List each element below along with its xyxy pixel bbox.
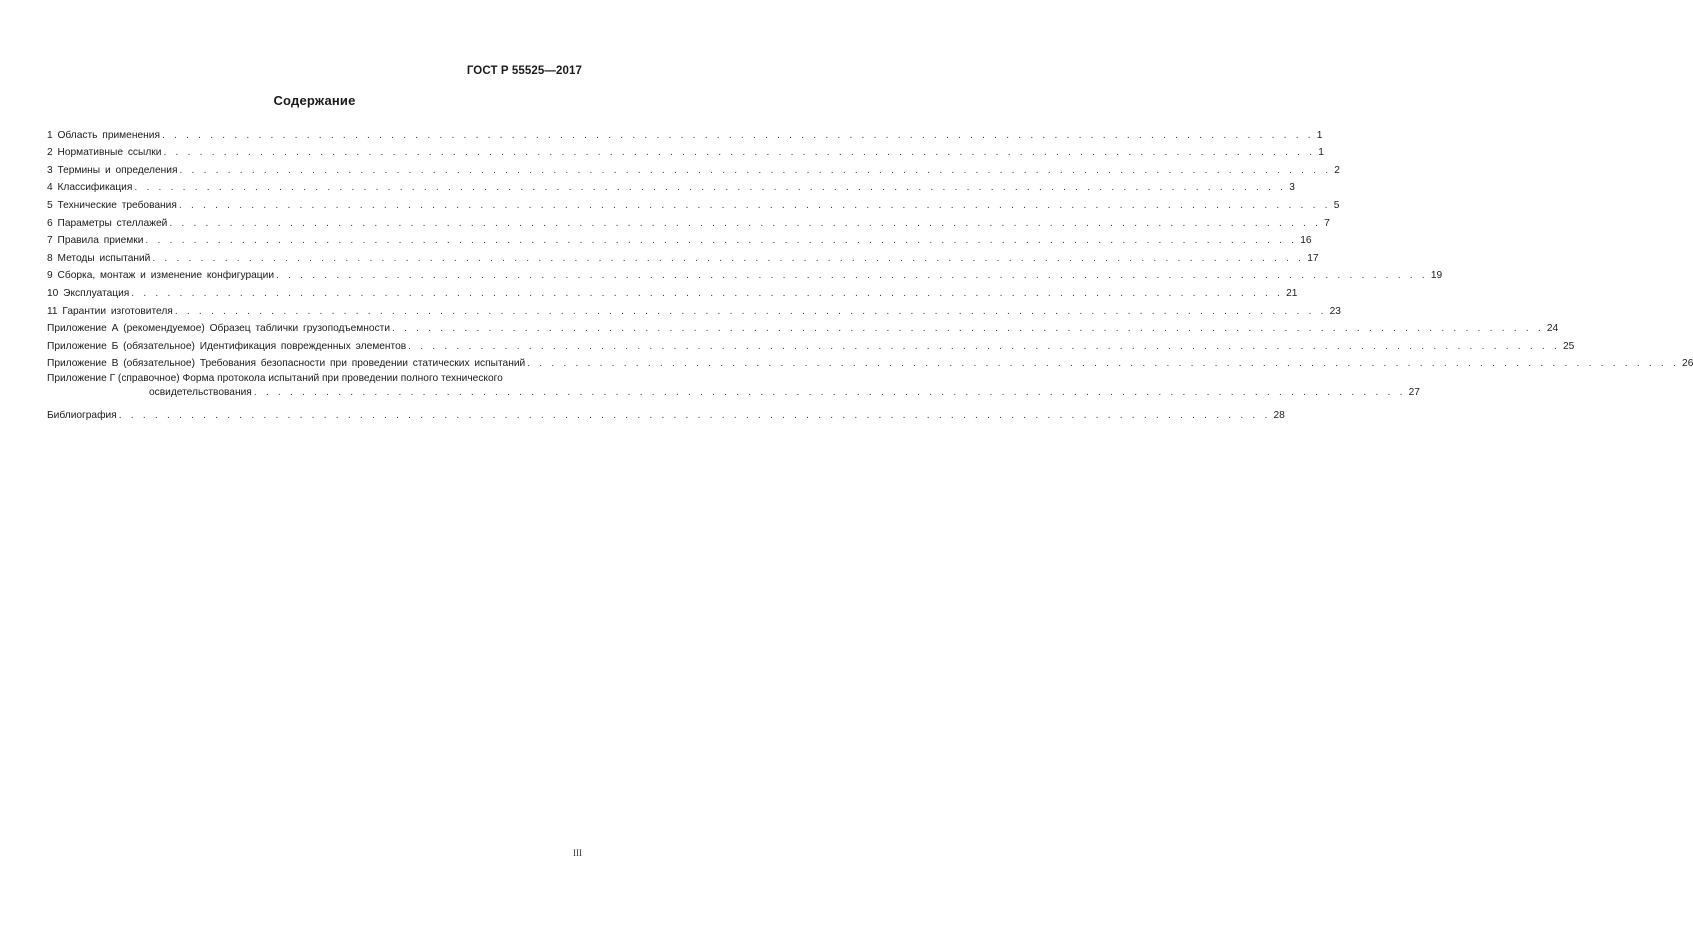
- toc-entry-page: 1: [1318, 147, 1324, 159]
- toc-entry-continuation: [47, 387, 1420, 399]
- toc-entry-page: 19: [1430, 270, 1443, 282]
- toc-entry-page: 2: [1334, 164, 1340, 176]
- toc-entry-text-continued: освидетельствования: [149, 387, 252, 399]
- toc-entry-text: 5 Технические требования: [47, 199, 177, 211]
- dot-leader: . . . . . . . . . . . . . . . . . . . . . . . . . . . . . . . . . . . . . . . . . . . . . . . . . . . . . . . . . . . . . . . . . . . . . . . . . . . . . . . . . . . . . . . . . . . . . . . .: [276, 270, 1428, 282]
- toc-entry-text: 6 Параметры стеллажей: [47, 217, 168, 229]
- toc-entry-text: 3 Термины и определения: [47, 164, 178, 176]
- toc-entry-page: 28: [1273, 409, 1285, 421]
- toc-entry-page: 25: [1562, 340, 1575, 352]
- toc-entry-text: 9 Сборка, монтаж и изменение конфигурации: [47, 270, 275, 282]
- toc-entry[interactable]: [47, 142, 1324, 160]
- toc-entry-page: 1: [1316, 129, 1323, 141]
- toc-entry-page: 3: [1289, 182, 1295, 194]
- toc-entry-text: Библиография: [47, 409, 117, 421]
- toc-entry[interactable]: [47, 212, 1330, 230]
- dot-leader: . . . . . . . . . . . . . . . . . . . . . . . . . . . . . . . . . . . . . . . . . . . . . . . . . . . . . . . . . . . . . . . . . . . . . . . . . . . . . . . . . . . . . . . . . . . . . . . .: [392, 323, 1544, 335]
- toc-entry[interactable]: [47, 282, 1298, 300]
- toc-entry-text: 10 Эксплуатация: [47, 287, 130, 299]
- toc-entry-page: 24: [1546, 323, 1559, 335]
- toc-entry-page: 17: [1307, 252, 1319, 264]
- dot-leader: . . . . . . . . . . . . . . . . . . . . . . . . . . . . . . . . . . . . . . . . . . . . . . . . . . . . . . . . . . . . . . . . . . . . . . . . . . . . . . . . . . . . . . . . . . . . . . . .: [169, 217, 1322, 229]
- toc-entry-text: 2 Нормативные ссылки: [47, 147, 162, 159]
- toc-entry-text: 1 Область применения: [47, 129, 160, 141]
- toc-entry-appendix[interactable]: [47, 370, 1420, 399]
- page-number: III: [573, 848, 582, 858]
- toc-entry-text: Приложение Г (справочное) Форма протокола испытаний при проведении полного технического: [47, 373, 503, 385]
- toc-entry-text: 7 Правила приемки: [47, 235, 144, 247]
- toc-entry[interactable]: [47, 194, 1340, 212]
- toc-entry[interactable]: [47, 230, 1312, 248]
- dot-leader: . . . . . . . . . . . . . . . . . . . . . . . . . . . . . . . . . . . . . . . . . . . . . . . . . . . . . . . . . . . . . . . . . . . . . . . . . . . . . . . . . . . . . . . . . . . . . . . .: [134, 182, 1287, 194]
- toc-entry-page: 26: [1682, 358, 1693, 370]
- toc-entry-page: 7: [1324, 217, 1330, 229]
- table-of-contents: [47, 124, 1693, 422]
- toc-entry-appendix[interactable]: [47, 353, 1693, 371]
- toc-entry-page: 21: [1286, 287, 1298, 299]
- dot-leader: . . . . . . . . . . . . . . . . . . . . . . . . . . . . . . . . . . . . . . . . . . . . . . . . . . . . . . . . . . . . . . . . . . . . . . . . . . . . . . . . . . . . . . . . . . . . . . . .: [174, 305, 1327, 317]
- toc-entry[interactable]: [47, 247, 1319, 265]
- dot-leader: . . . . . . . . . . . . . . . . . . . . . . . . . . . . . . . . . . . . . . . . . . . . . . . . . . . . . . . . . . . . . . . . . . . . . . . . . . . . . . . . . . . . . . . . . . . . . . . .: [145, 235, 1298, 247]
- dot-leader: . . . . . . . . . . . . . . . . . . . . . . . . . . . . . . . . . . . . . . . . . . . . . . . . . . . . . . . . . . . . . . . . . . . . . . . . . . . . . . . . . . . . . . . . . . . . . . . .: [152, 252, 1305, 264]
- document-code: ГОСТ Р 55525—2017: [466, 65, 582, 77]
- toc-entry-text: Приложение В (обязательное) Требования безопасности при проведении статических испытаний: [47, 358, 526, 370]
- toc-entry[interactable]: [47, 177, 1295, 195]
- dot-leader: . . . . . . . . . . . . . . . . . . . . . . . . . . . . . . . . . . . . . . . . . . . . . . . . . . . . . . . . . . . . . . . . . . . . . . . . . . . . . . . . . . . . . . . . . . . . . . . .: [253, 387, 1406, 399]
- dot-leader: . . . . . . . . . . . . . . . . . . . . . . . . . . . . . . . . . . . . . . . . . . . . . . . . . . . . . . . . . . . . . . . . . . . . . . . . . . . . . . . . . . . . . . . . . . . . . . . .: [527, 358, 1680, 370]
- toc-entry-text: 4 Классификация: [47, 182, 133, 194]
- toc-entry-text: Приложение А (рекомендуемое) Образец таблички грузоподъемности: [47, 323, 391, 335]
- toc-title: Содержание: [273, 93, 356, 108]
- toc-entry-text: Приложение Б (обязательное) Идентификация поврежденных элементов: [47, 340, 407, 352]
- dot-leader: . . . . . . . . . . . . . . . . . . . . . . . . . . . . . . . . . . . . . . . . . . . . . . . . . . . . . . . . . . . . . . . . . . . . . . . . . . . . . . . . . . . . . . . . . . . . . . . .: [179, 164, 1332, 176]
- toc-entry-page: 27: [1408, 387, 1420, 399]
- toc-entry-page: 5: [1333, 199, 1340, 211]
- dot-leader: . . . . . . . . . . . . . . . . . . . . . . . . . . . . . . . . . . . . . . . . . . . . . . . . . . . . . . . . . . . . . . . . . . . . . . . . . . . . . . . . . . . . . . . . . . . . . . . .: [163, 147, 1316, 159]
- dot-leader: . . . . . . . . . . . . . . . . . . . . . . . . . . . . . . . . . . . . . . . . . . . . . . . . . . . . . . . . . . . . . . . . . . . . . . . . . . . . . . . . . . . . . . . . . . . . . . . .: [118, 409, 1271, 421]
- toc-entry[interactable]: [47, 300, 1341, 318]
- toc-entry-appendix[interactable]: [47, 335, 1575, 353]
- dot-leader: . . . . . . . . . . . . . . . . . . . . . . . . . . . . . . . . . . . . . . . . . . . . . . . . . . . . . . . . . . . . . . . . . . . . . . . . . . . . . . . . . . . . . . . . . . . . . . . .: [408, 340, 1560, 352]
- toc-entry-page: 16: [1300, 235, 1312, 247]
- toc-entry[interactable]: [47, 159, 1340, 177]
- toc-entry-page: 23: [1329, 305, 1341, 317]
- toc-entry[interactable]: [47, 124, 1323, 142]
- dot-leader: . . . . . . . . . . . . . . . . . . . . . . . . . . . . . . . . . . . . . . . . . . . . . . . . . . . . . . . . . . . . . . . . . . . . . . . . . . . . . . . . . . . . . . . . . . . . . . . .: [178, 199, 1331, 211]
- toc-entry-bibliography[interactable]: [47, 404, 1285, 422]
- toc-entry-text: 11 Гарантии изготовителя: [47, 305, 173, 317]
- toc-entry-appendix[interactable]: [47, 318, 1559, 336]
- toc-entry-text: 8 Методы испытаний: [47, 252, 151, 264]
- dot-leader: . . . . . . . . . . . . . . . . . . . . . . . . . . . . . . . . . . . . . . . . . . . . . . . . . . . . . . . . . . . . . . . . . . . . . . . . . . . . . . . . . . . . . . . . . . . . . . . .: [161, 129, 1314, 141]
- dot-leader: . . . . . . . . . . . . . . . . . . . . . . . . . . . . . . . . . . . . . . . . . . . . . . . . . . . . . . . . . . . . . . . . . . . . . . . . . . . . . . . . . . . . . . . . . . . . . . . .: [131, 287, 1284, 299]
- toc-entry[interactable]: [47, 265, 1443, 283]
